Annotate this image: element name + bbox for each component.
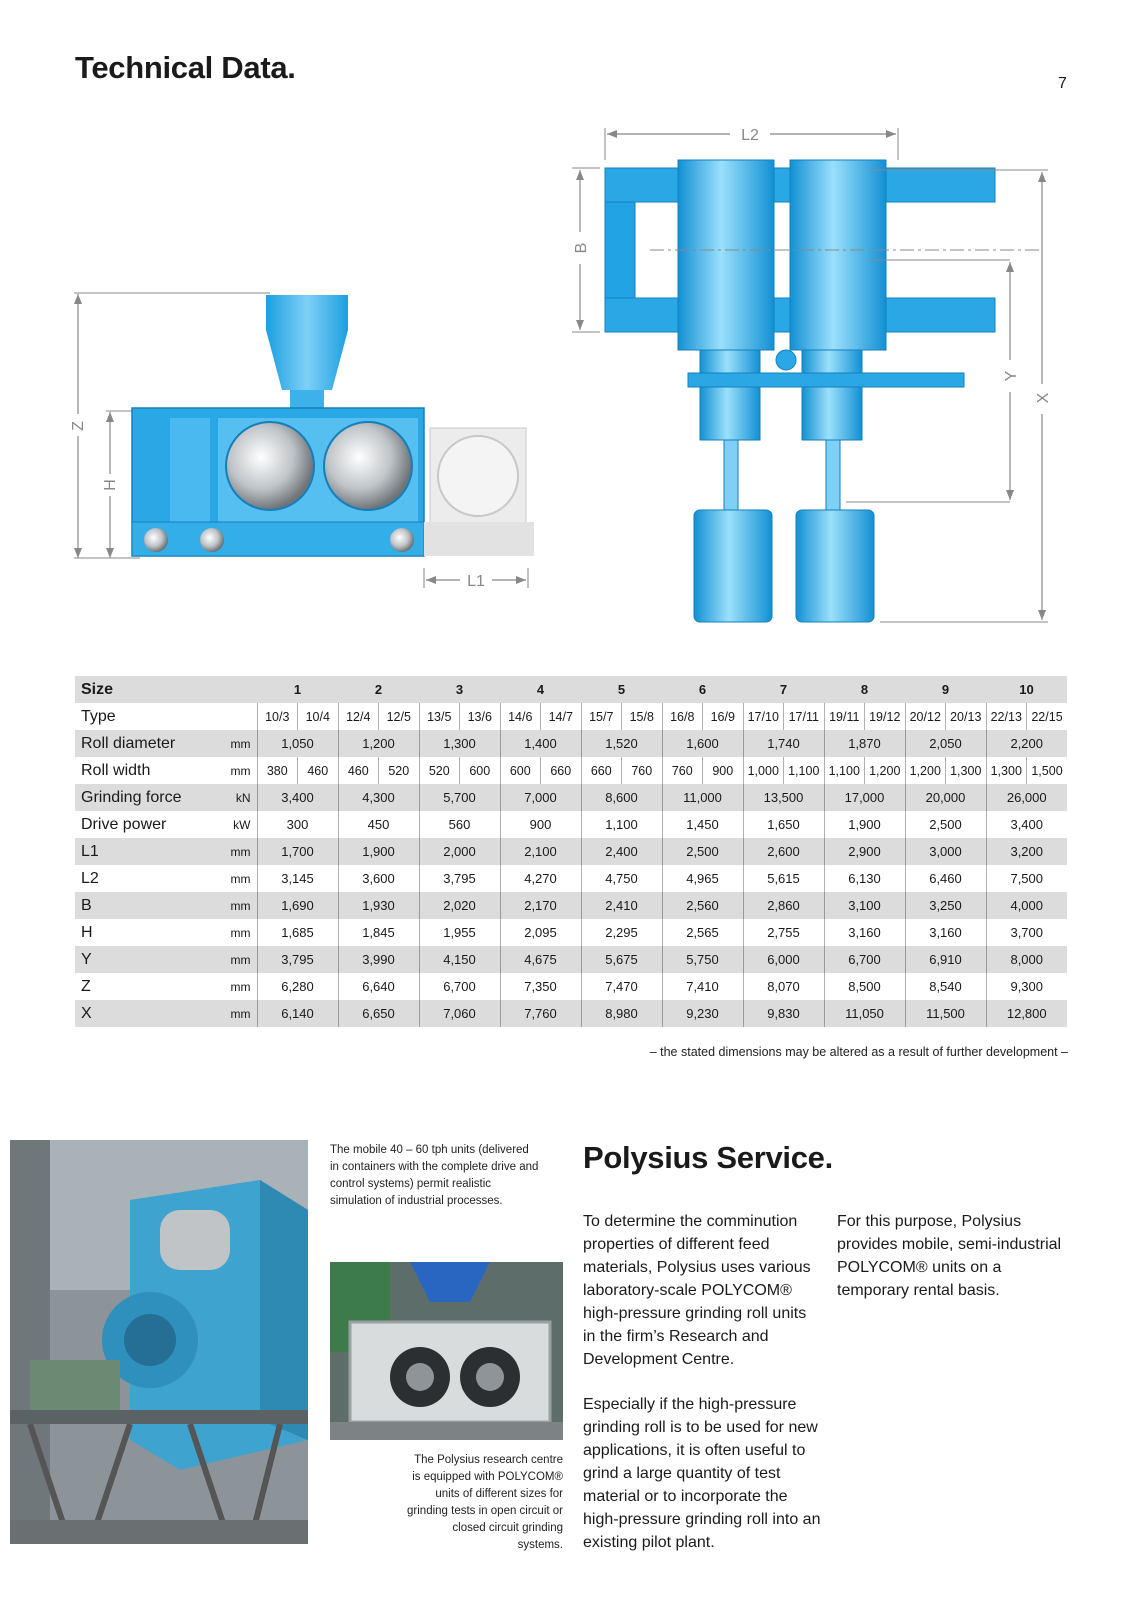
table-row — [75, 730, 1067, 757]
value-cell: 1,000 — [743, 757, 784, 784]
caption-mobile-units: The mobile 40 – 60 tph units (delivered in containers with the complete drive and control systems) permit realistic simulation of industrial processes. — [330, 1144, 539, 1207]
value-cell: 1,930 — [338, 892, 419, 919]
value-cell: 3,400 — [257, 784, 338, 811]
value-cell: 4,000 — [986, 892, 1067, 919]
value-cell: 3,160 — [905, 919, 986, 946]
dim-label-l2: L2 — [741, 127, 759, 144]
unit-cell: mm — [223, 865, 257, 892]
value-cell: 2,560 — [662, 892, 743, 919]
size-cell: 10 — [986, 676, 1067, 703]
value-cell: 6,700 — [419, 973, 500, 1000]
type-cell: 16/8 — [662, 703, 703, 730]
type-cell: 13/5 — [419, 703, 460, 730]
dim-label-y: Y — [1003, 370, 1020, 382]
unit-cell: mm — [223, 892, 257, 919]
value-cell: 600 — [500, 757, 541, 784]
section-title-service: Polysius Service. — [583, 1140, 833, 1175]
value-cell: 1,955 — [419, 919, 500, 946]
dim-label-h: H — [102, 479, 119, 491]
row-label: L1 — [75, 838, 223, 865]
size-cell: 1 — [257, 676, 338, 703]
type-cell: 20/12 — [905, 703, 946, 730]
dim-label-x: X — [1035, 392, 1052, 404]
value-cell: 5,675 — [581, 946, 662, 973]
value-cell: 6,910 — [905, 946, 986, 973]
value-cell: 4,750 — [581, 865, 662, 892]
unit-cell: mm — [223, 757, 257, 784]
value-cell: 380 — [257, 757, 298, 784]
value-cell: 8,600 — [581, 784, 662, 811]
value-cell: 11,050 — [824, 1000, 905, 1027]
value-cell: 13,500 — [743, 784, 824, 811]
service-column-1 — [583, 1210, 823, 1576]
unit-cell: mm — [223, 973, 257, 1000]
value-cell: 1,690 — [257, 892, 338, 919]
value-cell: 7,410 — [662, 973, 743, 1000]
value-cell: 3,400 — [986, 811, 1067, 838]
row-label: Roll width — [75, 757, 223, 784]
value-cell: 450 — [338, 811, 419, 838]
value-cell: 3,200 — [986, 838, 1067, 865]
size-cell: 9 — [905, 676, 986, 703]
value-cell: 760 — [622, 757, 663, 784]
value-cell: 4,270 — [500, 865, 581, 892]
value-cell: 7,470 — [581, 973, 662, 1000]
value-cell: 6,280 — [257, 973, 338, 1000]
type-cell: 17/11 — [784, 703, 825, 730]
type-cell: 15/8 — [622, 703, 663, 730]
row-label: Roll diameter — [75, 730, 223, 757]
value-cell: 2,200 — [986, 730, 1067, 757]
value-cell: 1,100 — [581, 811, 662, 838]
value-cell: 2,600 — [743, 838, 824, 865]
value-cell: 3,250 — [905, 892, 986, 919]
value-cell: 4,965 — [662, 865, 743, 892]
value-cell: 1,740 — [743, 730, 824, 757]
service-paragraph-1: To determine the comminution properties of different feed materials, Polysius uses various laboratory-scale POLYCOM® high-pressure grinding roll units in the firm’s Research and Development Centre. — [583, 1213, 811, 1368]
table-row — [75, 784, 1067, 811]
type-cell: 13/6 — [460, 703, 501, 730]
row-label: Type — [75, 703, 223, 730]
value-cell: 8,540 — [905, 973, 986, 1000]
value-cell: 1,300 — [986, 757, 1027, 784]
row-label: Grinding force — [75, 784, 223, 811]
value-cell: 2,565 — [662, 919, 743, 946]
size-cell: 5 — [581, 676, 662, 703]
value-cell: 2,170 — [500, 892, 581, 919]
value-cell: 7,060 — [419, 1000, 500, 1027]
value-cell: 5,615 — [743, 865, 824, 892]
value-cell: 2,400 — [581, 838, 662, 865]
size-cell: 2 — [338, 676, 419, 703]
value-cell: 900 — [500, 811, 581, 838]
value-cell: 3,700 — [986, 919, 1067, 946]
value-cell: 2,500 — [905, 811, 986, 838]
value-cell: 1,100 — [824, 757, 865, 784]
mobile-unit-photo — [10, 1140, 308, 1544]
value-cell: 7,000 — [500, 784, 581, 811]
page-title: Technical Data. — [75, 50, 296, 85]
value-cell: 2,050 — [905, 730, 986, 757]
table-row — [75, 838, 1067, 865]
value-cell: 20,000 — [905, 784, 986, 811]
value-cell: 2,900 — [824, 838, 905, 865]
service-paragraph-3: For this purpose, Polysius provides mobile, semi-industrial POLYCOM® units on a temporary rental basis. — [837, 1213, 1062, 1299]
value-cell: 660 — [541, 757, 582, 784]
table-row — [75, 973, 1067, 1000]
value-cell: 2,000 — [419, 838, 500, 865]
type-cell: 10/4 — [298, 703, 339, 730]
type-cell: 19/11 — [824, 703, 865, 730]
value-cell: 520 — [419, 757, 460, 784]
type-cell: 14/6 — [500, 703, 541, 730]
row-label: Size — [75, 676, 223, 703]
value-cell: 3,990 — [338, 946, 419, 973]
row-label: L2 — [75, 865, 223, 892]
type-cell: 19/12 — [865, 703, 906, 730]
unit-cell: mm — [223, 919, 257, 946]
table-row — [75, 811, 1067, 838]
value-cell: 6,130 — [824, 865, 905, 892]
value-cell: 3,145 — [257, 865, 338, 892]
value-cell: 1,300 — [946, 757, 987, 784]
row-label: H — [75, 919, 223, 946]
value-cell: 6,000 — [743, 946, 824, 973]
value-cell: 3,795 — [257, 946, 338, 973]
value-cell: 560 — [419, 811, 500, 838]
row-label: Drive power — [75, 811, 223, 838]
value-cell: 660 — [581, 757, 622, 784]
type-cell: 16/9 — [703, 703, 744, 730]
value-cell: 8,070 — [743, 973, 824, 1000]
value-cell: 2,100 — [500, 838, 581, 865]
value-cell: 7,760 — [500, 1000, 581, 1027]
top-view-drawing — [570, 120, 1080, 650]
type-cell: 17/10 — [743, 703, 784, 730]
type-cell: 20/13 — [946, 703, 987, 730]
service-paragraph-2: Especially if the high-pressure grinding roll is to be used for new applications, it is often useful to grind a large quantity of test material or to incorporate the high-pressure grinding roll into an existing pilot plant. — [583, 1396, 821, 1551]
type-cell: 12/4 — [338, 703, 379, 730]
table-row — [75, 892, 1067, 919]
unit-cell: kN — [223, 784, 257, 811]
spec-table — [75, 676, 1067, 1027]
value-cell: 1,845 — [338, 919, 419, 946]
value-cell: 1,650 — [743, 811, 824, 838]
value-cell: 1,900 — [824, 811, 905, 838]
value-cell: 26,000 — [986, 784, 1067, 811]
row-label: Y — [75, 946, 223, 973]
row-label: X — [75, 1000, 223, 1027]
value-cell: 1,900 — [338, 838, 419, 865]
caption-research-centre: The Polysius research centre is equipped with POLYCOM® units of different sizes for grinding tests in open circuit or closed circuit grinding systems. — [407, 1454, 563, 1551]
type-cell: 22/13 — [986, 703, 1027, 730]
spec-table-body — [75, 676, 1067, 1027]
value-cell: 1,200 — [865, 757, 906, 784]
table-row-roll-width — [75, 757, 1067, 784]
value-cell: 1,685 — [257, 919, 338, 946]
value-cell: 1,520 — [581, 730, 662, 757]
value-cell: 1,100 — [784, 757, 825, 784]
value-cell: 4,675 — [500, 946, 581, 973]
value-cell: 1,200 — [905, 757, 946, 784]
value-cell: 3,160 — [824, 919, 905, 946]
unit-cell: mm — [223, 838, 257, 865]
unit-cell: mm — [223, 946, 257, 973]
value-cell: 1,200 — [338, 730, 419, 757]
value-cell: 5,750 — [662, 946, 743, 973]
table-row-size — [75, 676, 1067, 703]
value-cell: 9,230 — [662, 1000, 743, 1027]
table-row — [75, 919, 1067, 946]
table-row — [75, 1000, 1067, 1027]
value-cell: 11,500 — [905, 1000, 986, 1027]
value-cell: 1,500 — [1027, 757, 1068, 784]
value-cell: 7,500 — [986, 865, 1067, 892]
value-cell: 6,460 — [905, 865, 986, 892]
value-cell: 3,795 — [419, 865, 500, 892]
value-cell: 3,100 — [824, 892, 905, 919]
value-cell: 9,830 — [743, 1000, 824, 1027]
type-cell: 22/15 — [1027, 703, 1068, 730]
value-cell: 900 — [703, 757, 744, 784]
unit-cell: kW — [223, 811, 257, 838]
table-footnote: – the stated dimensions may be altered as a result of further development – — [649, 1045, 1068, 1059]
value-cell: 17,000 — [824, 784, 905, 811]
dim-label-l1: L1 — [467, 573, 485, 590]
value-cell: 2,020 — [419, 892, 500, 919]
value-cell: 1,300 — [419, 730, 500, 757]
value-cell: 9,300 — [986, 973, 1067, 1000]
value-cell: 460 — [298, 757, 339, 784]
value-cell: 11,000 — [662, 784, 743, 811]
value-cell: 520 — [379, 757, 420, 784]
type-cell: 15/7 — [581, 703, 622, 730]
value-cell: 2,410 — [581, 892, 662, 919]
value-cell: 600 — [460, 757, 501, 784]
type-cell: 10/3 — [257, 703, 298, 730]
value-cell: 1,600 — [662, 730, 743, 757]
side-view-drawing — [70, 290, 550, 630]
value-cell: 8,980 — [581, 1000, 662, 1027]
size-cell: 4 — [500, 676, 581, 703]
value-cell: 1,450 — [662, 811, 743, 838]
dim-label-z: Z — [70, 421, 87, 431]
table-row-type — [75, 703, 1067, 730]
size-cell: 8 — [824, 676, 905, 703]
value-cell: 4,300 — [338, 784, 419, 811]
type-cell: 12/5 — [379, 703, 420, 730]
research-unit-photo — [330, 1262, 563, 1440]
size-cell: 6 — [662, 676, 743, 703]
table-row — [75, 946, 1067, 973]
value-cell: 5,700 — [419, 784, 500, 811]
value-cell: 1,870 — [824, 730, 905, 757]
table-row — [75, 865, 1067, 892]
value-cell: 8,000 — [986, 946, 1067, 973]
unit-cell — [223, 676, 257, 703]
value-cell: 2,095 — [500, 919, 581, 946]
value-cell: 2,500 — [662, 838, 743, 865]
value-cell: 3,000 — [905, 838, 986, 865]
value-cell: 760 — [662, 757, 703, 784]
value-cell: 4,150 — [419, 946, 500, 973]
type-cell: 14/7 — [541, 703, 582, 730]
value-cell: 1,050 — [257, 730, 338, 757]
value-cell: 2,860 — [743, 892, 824, 919]
value-cell: 3,600 — [338, 865, 419, 892]
value-cell: 6,640 — [338, 973, 419, 1000]
value-cell: 12,800 — [986, 1000, 1067, 1027]
value-cell: 6,140 — [257, 1000, 338, 1027]
value-cell: 7,350 — [500, 973, 581, 1000]
value-cell: 1,400 — [500, 730, 581, 757]
value-cell: 6,650 — [338, 1000, 419, 1027]
value-cell: 300 — [257, 811, 338, 838]
unit-cell — [223, 703, 257, 730]
page-number: 7 — [1058, 75, 1067, 92]
value-cell: 460 — [338, 757, 379, 784]
value-cell: 8,500 — [824, 973, 905, 1000]
row-label: B — [75, 892, 223, 919]
unit-cell: mm — [223, 1000, 257, 1027]
size-cell: 7 — [743, 676, 824, 703]
unit-cell: mm — [223, 730, 257, 757]
value-cell: 2,755 — [743, 919, 824, 946]
value-cell: 1,700 — [257, 838, 338, 865]
value-cell: 6,700 — [824, 946, 905, 973]
service-column-2 — [837, 1210, 1062, 1324]
size-cell: 3 — [419, 676, 500, 703]
row-label: Z — [75, 973, 223, 1000]
value-cell: 2,295 — [581, 919, 662, 946]
dim-label-b: B — [573, 242, 590, 254]
